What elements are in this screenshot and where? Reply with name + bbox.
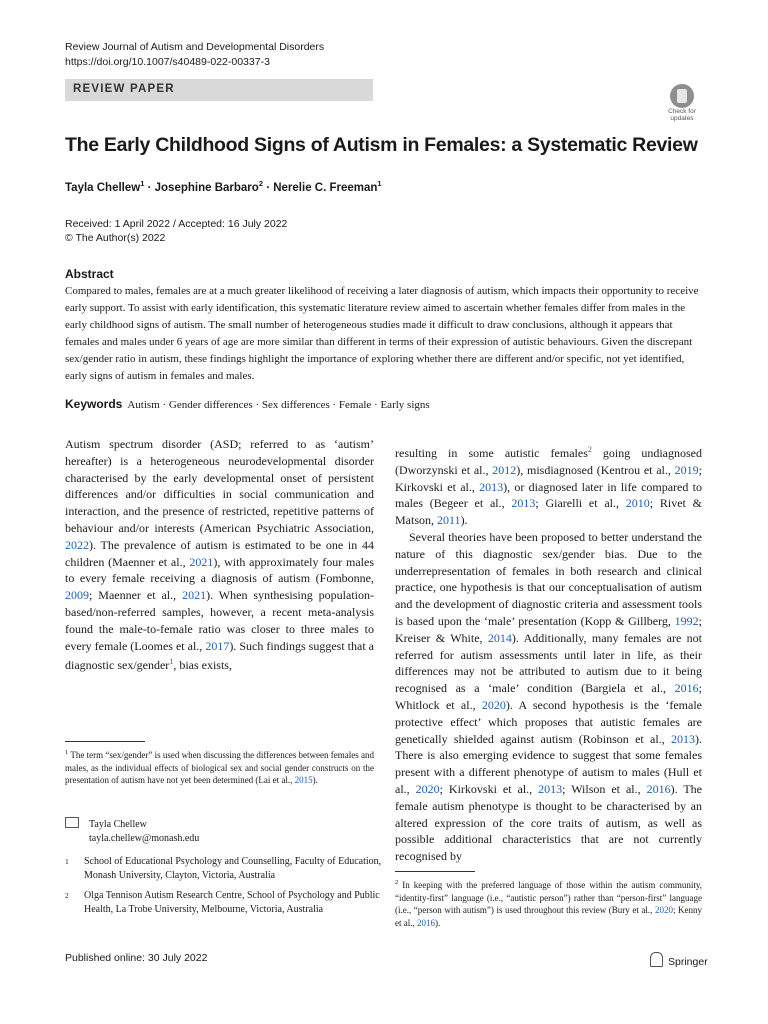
citation-link[interactable]: 2020: [654, 905, 673, 916]
citation-link[interactable]: 2013: [511, 496, 536, 511]
paragraph: [395, 442, 702, 529]
body-text: ; Rivet & Matson,: [395, 496, 702, 528]
footnote-text: ).: [435, 917, 441, 928]
publisher-logo: [650, 952, 708, 968]
footnote-1: [65, 747, 374, 787]
author-list: [65, 179, 382, 194]
body-text: Autism spectrum disorder (ASD; referred to as ‘autism’ hereafter) is a heterogeneous neurodevelopmental disorder characterised by the early developmental onset of persistent differences and/or difficulties in social communication and interaction, and the presence of restricted, repetitive patterns of behaviour and/or interests (American Psychiatric Association,: [65, 437, 374, 535]
body-text: ), with approximately four males to every female receiving a diagnosis of autism (Fombonne,: [65, 554, 374, 586]
footnote-text: In keeping with the preferred language of those within the autism community, “identity-first” language (i.e., “autistic person”) rather than “person-first” language (i.e., “person with autism”) is used throughout this review (Bury et al.,: [395, 880, 702, 916]
body-text: ). There is also emerging evidence to suggest that some females present with a different phenotype of autism to males (Hull et al.,: [395, 731, 702, 796]
footnote-text: ; Kenny et al.,: [395, 905, 702, 928]
body-text: ; Giarelli et al.,: [535, 496, 626, 511]
contact-email[interactable]: tayla.chellew@monash.edu: [89, 833, 200, 844]
citation-link[interactable]: 2013: [671, 731, 695, 746]
citation-link[interactable]: 2021: [189, 554, 214, 569]
body-text: ). When synthesising population-based/non-referred samples, however, a recent meta-analysis found the male-to-female ratio was closer to three males to every female (Loomes et al.,: [65, 588, 374, 653]
body-text: ; Wilson et al.,: [562, 781, 647, 796]
affiliation-text: Olga Tennison Autism Research Centre, School of Psychology and Public Health, La Trobe University, Melbourne, Victoria, Australia: [84, 890, 380, 915]
received-accepted-dates: Received: 1 April 2022 / Accepted: 16 July 2022: [65, 218, 288, 230]
abstract-text: Compared to males, females are at a much greater likelihood of receiving a later diagnosis of autism, which impacts their opportunity to receive early support. To assist with early identification, this systematic literature review aimed to ascertain whether females differ from males in the early childhood signs of autism. The small number of heterogeneous studies made it difficult to draw conclusions, although it appears that females and males under 6 years of age are more similar than different in terms of their expression of autistic behaviours. Given the discrepant sex/gender ratio in autism, these findings highlight the importance of exploring whether there are different and/or specific, not yet identified, early signs of autism in females and males.: [65, 285, 699, 382]
citation-link[interactable]: 2016: [417, 917, 435, 928]
citation-link[interactable]: 2020: [481, 697, 506, 712]
citation-link[interactable]: 2016: [646, 781, 671, 796]
check-for-updates-badge[interactable]: [664, 84, 700, 124]
body-text: , bias exists,: [173, 658, 232, 673]
footnote-number: 2: [395, 879, 399, 886]
author-affiliation-ref: 1: [140, 179, 145, 188]
body-text: ). Additionally, many females are not referred for autism assessments until later in life, as their differences may not be attributed to autism due to it being recognised as a ‘male’ condition (Bargiela et al.,: [395, 630, 702, 696]
abstract-heading: Abstract: [65, 267, 114, 281]
affiliation-text: School of Educational Psychology and Counselling, Faculty of Education, Monash University, Clayton, Victoria, Australia: [84, 856, 382, 881]
body-text: ; Kreiser & White,: [395, 613, 702, 645]
springer-horse-icon: [650, 952, 663, 967]
body-text: ; Whitlock et al.,: [395, 681, 702, 712]
body-text: ). Such findings suggest that a diagnostic sex/gender: [65, 638, 374, 673]
body-text: ; Kirkovski et al.,: [395, 462, 702, 494]
section-label: REVIEW PAPER: [73, 83, 175, 95]
citation-link[interactable]: 2011: [437, 513, 461, 528]
contact-name: Tayla Chellew: [89, 819, 147, 830]
citation-link[interactable]: 1992: [674, 613, 699, 628]
citation-link[interactable]: 2013: [479, 479, 504, 494]
citation-link[interactable]: 2014: [487, 630, 512, 645]
section-band: [65, 79, 373, 101]
keywords-line: [65, 397, 430, 411]
body-column-right: [395, 442, 702, 865]
body-column-left: [65, 436, 374, 674]
publisher-name: Springer: [668, 956, 708, 968]
body-text: resulting in some autistic females: [395, 446, 588, 460]
author-separator: ·: [266, 181, 271, 194]
footnote-divider: [65, 741, 145, 742]
body-text: ; Kirkovski et al.,: [439, 781, 539, 796]
citation-link[interactable]: 2016: [674, 681, 699, 696]
copyright-line: © The Author(s) 2022: [65, 232, 166, 244]
citation-link[interactable]: 2015: [294, 775, 313, 786]
envelope-icon: [65, 817, 79, 828]
citation-link[interactable]: 2012: [492, 462, 517, 477]
keywords-label: Keywords: [65, 397, 123, 411]
author-separator: ·: [147, 181, 152, 194]
body-text: going undiagnosed (Dworzynski et al.,: [395, 446, 702, 477]
doi-link[interactable]: https://doi.org/10.1007/s40489-022-00337-3: [65, 56, 270, 68]
journal-name: Review Journal of Autism and Developmental Disorders: [65, 41, 325, 53]
body-text: ). The female autism phenotype is thought to be characterised by an altered expression of the core traits of autism, as well as possible additional characteristics that are not currently recognised by: [395, 781, 702, 864]
citation-link[interactable]: 2010: [625, 496, 650, 511]
body-text: ). A second hypothesis is the ‘female protective effect’ which proposes that autistic females are genetically shielded against autism (Robinson et al.,: [395, 697, 703, 746]
author-name[interactable]: Tayla Chellew: [65, 181, 141, 194]
citation-link[interactable]: 2022: [65, 537, 89, 552]
footnote-text: The term “sex/gender” is used when discussing the differences between females and males, as the individual effects of biological sex and social gender constructs on the presentation of autism have not yet been determined (Lai et al.,: [65, 750, 374, 786]
journal-header: [65, 40, 324, 70]
published-date: Published online: 30 July 2022: [65, 952, 208, 964]
body-text: ). The prevalence of autism is estimated to be one in 44 children (Maenner et al.,: [65, 537, 374, 569]
body-text: ), or diagnosed later in life compared to males (Begeer et al.,: [395, 479, 702, 511]
body-text: ; Maenner et al.,: [89, 588, 183, 603]
keywords-list: Autism · Gender differences · Sex differences · Female · Early signs: [127, 399, 430, 411]
citation-link[interactable]: 2013: [538, 781, 563, 796]
affiliation-number: 1: [65, 857, 69, 866]
citation-link[interactable]: 2009: [65, 588, 89, 603]
footnote-divider: [395, 871, 475, 872]
citation-link[interactable]: 2021: [182, 588, 207, 603]
body-text: Several theories have been proposed to better understand the nature of this diagnostic sex/gender bias. Due to the underrepresentation of females in both research and clinical practice, one hypothesis is that our conceptualisation of autism and the development of diagnostic criteria and assessment tools is based upon the ‘male’ presentation (Kopp & Gillberg,: [395, 529, 702, 628]
citation-link[interactable]: 2020: [415, 781, 440, 796]
footnote-ref[interactable]: 1: [169, 657, 174, 667]
author-affiliation-ref: 2: [258, 179, 263, 188]
author-name[interactable]: Nerelie C. Freeman: [273, 181, 378, 194]
body-text: ).: [460, 513, 468, 528]
badge-label: Check for updates: [668, 108, 696, 122]
footnote-text: ).: [312, 775, 318, 786]
article-title: The Early Childhood Signs of Autism in Females: a Systematic Review: [65, 134, 698, 156]
author-affiliation-ref: 1: [377, 179, 382, 188]
citation-link[interactable]: 2017: [205, 638, 230, 653]
article-dates: [65, 217, 287, 245]
corresponding-author: [65, 817, 199, 846]
footnote-2: [395, 877, 702, 929]
paragraph: [395, 529, 702, 865]
check-updates-icon: [670, 84, 694, 108]
footnote-number: 1: [65, 749, 69, 756]
affiliation-number: 2: [65, 891, 69, 900]
body-text: ), misdiagnosed (Kentrou et al.,: [516, 462, 675, 477]
author-name[interactable]: Josephine Barbaro: [154, 181, 259, 194]
citation-link[interactable]: 2019: [674, 462, 699, 477]
footnote-ref[interactable]: 2: [587, 445, 592, 454]
